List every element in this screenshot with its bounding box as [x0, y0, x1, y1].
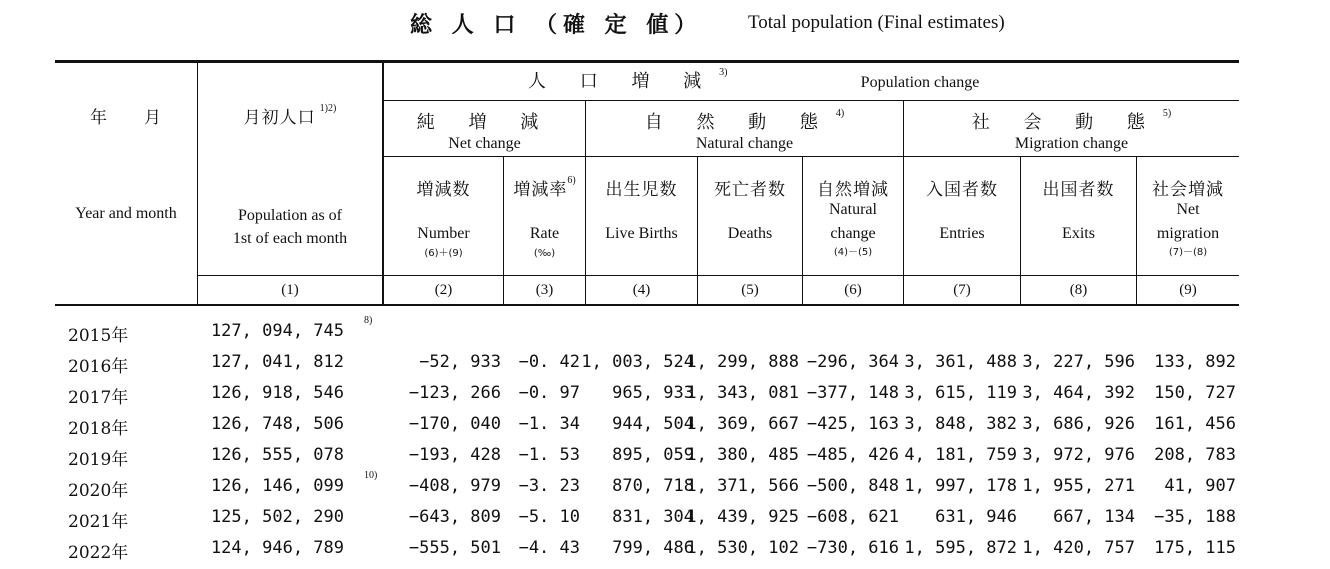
row-year: 2021年	[68, 512, 129, 532]
table-row	[0, 414, 1330, 445]
row-population: 127, 094, 745	[210, 321, 344, 341]
row-deaths: 1, 343, 081	[686, 383, 799, 403]
natural-change-label-ja: 自 然 動 態	[644, 112, 832, 133]
row-deaths: 1, 369, 667	[686, 414, 799, 434]
page-title-japanese: 総 人 口 （確 定 値）	[410, 12, 703, 38]
population-change-header-ja: 人 口 増 減 $^{3)}$	[528, 67, 728, 92]
row-migration: 150, 727	[1154, 383, 1236, 403]
column-number-8: (8)	[1069, 282, 1088, 298]
population-footnote: 1)2)	[319, 103, 337, 114]
row-natural: −485, 426	[806, 445, 899, 465]
natural-change-footnote: 4)	[835, 108, 845, 119]
table-header-bottom-rule	[55, 304, 1239, 306]
row-natural: −500, 848	[806, 476, 899, 496]
row-population: 124, 946, 789	[210, 538, 344, 558]
row-entries: 3, 361, 488	[904, 352, 1017, 372]
column-header-exits: 出国者数 Exits	[1042, 180, 1115, 243]
row-exits: 1, 955, 271	[1022, 476, 1135, 496]
rate-footnote: 6)	[567, 175, 576, 186]
row-population: 126, 748, 506	[210, 414, 344, 434]
column-header-births: 出生児数 Live Births	[605, 180, 678, 243]
row-number: −193, 428	[408, 445, 501, 465]
row-year: 2015年	[68, 326, 129, 346]
row-natural: −296, 364	[806, 352, 899, 372]
column-number-1: (1)	[281, 282, 299, 298]
row-year: 2017年	[68, 388, 129, 408]
row-deaths: 1, 530, 102	[686, 538, 799, 558]
population-change-header-en: Population change	[860, 74, 980, 91]
net-change-label-ja: 純 増 減	[416, 112, 553, 133]
row-number: −643, 809	[408, 507, 501, 527]
column-number-4: (4)	[632, 282, 651, 298]
column-header-rule	[198, 275, 1239, 276]
row-migration: −35, 188	[1154, 507, 1236, 527]
row-population-footnote: 10)	[364, 470, 378, 481]
row-natural: −608, 621	[806, 507, 899, 527]
page-title-english: Total population (Final estimates)	[748, 12, 1005, 33]
row-births: 870, 718	[612, 476, 694, 496]
population-label-en	[198, 204, 382, 250]
row-entries: 3, 848, 382	[904, 414, 1017, 434]
column-header-natural: 自然増減 Natural change (4)－(5)	[817, 180, 889, 258]
column-header-entries: 入国者数 Entries	[926, 180, 998, 243]
migration-change-footnote: 5)	[1162, 108, 1172, 119]
natural-change-group	[586, 108, 903, 153]
row-exits: 3, 464, 392	[1022, 383, 1135, 403]
population-label-en-line2: 1st of each month	[232, 230, 348, 247]
row-deaths: 1, 299, 888	[686, 352, 799, 372]
population-header	[198, 103, 382, 128]
row-entries: 3, 615, 119	[904, 383, 1017, 403]
row-entries: 4, 181, 759	[904, 445, 1017, 465]
row-exits: 3, 972, 976	[1022, 445, 1135, 465]
net-change-label-en: Net change	[448, 134, 521, 152]
row-year: 2018年	[68, 419, 129, 439]
change-header-rule	[383, 100, 1239, 101]
row-year: 2022年	[68, 543, 129, 563]
year-month-label-ja: 年 月	[90, 108, 162, 128]
column-number-3: (3)	[535, 282, 554, 298]
row-rate: −1. 34	[518, 414, 580, 434]
row-rate: −0. 42	[518, 352, 580, 372]
column-header-number: 増減数 Number (6)＋(9)	[416, 180, 471, 259]
row-number: −408, 979	[408, 476, 501, 496]
population-change-footnote: 3)	[719, 67, 728, 78]
row-exits: 667, 134	[1053, 507, 1135, 527]
subgroup-header-rule	[383, 156, 1239, 157]
divider-year-pop	[197, 62, 198, 305]
row-deaths: 1, 380, 485	[686, 445, 799, 465]
row-number: −123, 266	[408, 383, 501, 403]
row-year: 2016年	[68, 357, 129, 377]
row-number: −52, 933	[419, 352, 501, 372]
net-change-group	[384, 112, 585, 153]
row-migration: 41, 907	[1164, 476, 1236, 496]
row-births: 831, 304	[612, 507, 694, 527]
row-births: 799, 486	[612, 538, 694, 558]
table-top-rule	[55, 60, 1239, 63]
row-population: 125, 502, 290	[210, 507, 344, 527]
row-rate: −4. 43	[518, 538, 580, 558]
row-population: 126, 555, 078	[210, 445, 344, 465]
row-rate: −5. 10	[518, 507, 580, 527]
year-month-label-en: Year and month	[75, 205, 177, 222]
table-row	[0, 538, 1330, 569]
migration-change-label-ja: 社 会 動 態	[971, 112, 1159, 133]
row-population: 126, 918, 546	[210, 383, 344, 403]
row-natural: −730, 616	[806, 538, 899, 558]
row-number: −170, 040	[408, 414, 501, 434]
row-births: 965, 933	[612, 383, 694, 403]
column-header-rate: 増減率$^{6)}$ Rate (‰)	[513, 175, 576, 259]
row-migration: 133, 892	[1154, 352, 1236, 372]
row-exits: 3, 227, 596	[1022, 352, 1135, 372]
column-header-deaths: 死亡者数 Deaths	[714, 180, 786, 243]
table-row	[0, 315, 1330, 352]
row-year: 2019年	[68, 450, 129, 470]
column-number-7: (7)	[953, 282, 971, 298]
migration-change-group	[904, 108, 1239, 153]
row-births: 944, 504	[612, 414, 694, 434]
row-migration: 208, 783	[1154, 445, 1236, 465]
population-label-en-line1: Population as of	[238, 207, 342, 224]
row-rate: −3. 23	[518, 476, 580, 496]
row-migration: 175, 115	[1154, 538, 1236, 558]
population-label-ja: 月初人口	[243, 108, 316, 128]
row-births: 895, 059	[612, 445, 694, 465]
row-deaths: 1, 371, 566	[686, 476, 799, 496]
column-header-migration: 社会増減 Net migration (7)－(8)	[1152, 180, 1224, 258]
row-entries: 1, 997, 178	[904, 476, 1017, 496]
column-number-6: (6)	[844, 282, 862, 298]
column-number-2: (2)	[434, 282, 453, 298]
table-row	[0, 507, 1330, 538]
row-number: −555, 501	[408, 538, 501, 558]
row-migration: 161, 456	[1154, 414, 1236, 434]
row-births: 1, 003, 524	[581, 352, 694, 372]
row-rate: −0. 97	[518, 383, 580, 403]
table-row	[0, 470, 1330, 507]
row-rate: −1. 53	[518, 445, 580, 465]
row-exits: 1, 420, 757	[1022, 538, 1135, 558]
year-month-header	[55, 108, 197, 128]
row-population-footnote: 8)	[364, 315, 373, 326]
table-row	[0, 352, 1330, 383]
natural-change-label-en: Natural change	[695, 134, 794, 152]
row-entries: 631, 946	[935, 507, 1017, 527]
row-year: 2020年	[68, 481, 129, 501]
migration-change-label-en: Migration change	[1014, 134, 1129, 152]
row-entries: 1, 595, 872	[904, 538, 1017, 558]
row-natural: −425, 163	[806, 414, 899, 434]
row-population: 127, 041, 812	[210, 352, 344, 372]
row-population: 126, 146, 099	[210, 476, 344, 496]
table-row	[0, 445, 1330, 476]
column-number-5: (5)	[741, 282, 759, 298]
row-deaths: 1, 439, 925	[686, 507, 799, 527]
row-natural: −377, 148	[806, 383, 899, 403]
table-row	[0, 383, 1330, 414]
column-number-9: (9)	[1179, 282, 1197, 298]
row-exits: 3, 686, 926	[1022, 414, 1135, 434]
